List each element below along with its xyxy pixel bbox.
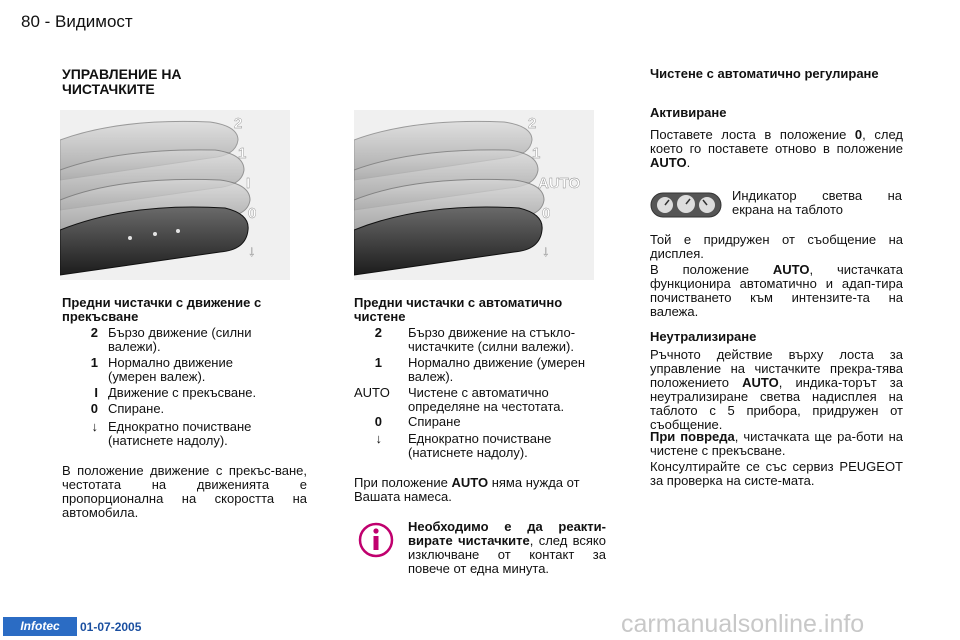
col3-paragraph-5 <box>650 430 903 458</box>
text-run-bold: 0 <box>854 127 863 142</box>
stalk-label-0: 0 <box>248 205 257 222</box>
item-text: Движение с прекъсване. <box>108 385 257 400</box>
text-run: Поставете лоста в положение <box>650 127 855 142</box>
col3-paragraph-3 <box>650 263 903 319</box>
stalk-label-2: 2 <box>528 115 537 132</box>
text-run: , чистачката ще ра-боти на чистене с прекъсване. <box>650 429 903 458</box>
item-key: ↓ <box>375 431 382 446</box>
info-note <box>408 520 606 576</box>
text-run: , след което го поставете отново в положение <box>650 127 903 156</box>
wiper-stalk-illustration-intermittent <box>60 110 290 280</box>
item-key: 1 <box>90 355 98 370</box>
item-key: ↓ <box>91 419 98 434</box>
col3-heading: Чистене с автоматично регулиране <box>650 66 879 81</box>
col1-paragraph: В положение движение с прекъс-ване, честотата на движенията е пропорционална на скоростта на автомобила. <box>62 463 307 520</box>
footer-date: 01-07-2005 <box>80 620 142 634</box>
item-text: Спиране. <box>108 401 165 416</box>
list-item <box>354 326 609 356</box>
text-run-bold: AUTO <box>742 375 779 390</box>
list-item <box>354 386 609 416</box>
list-item <box>354 356 609 386</box>
text-run: Ръчното действие върху лоста за управление на чистачките прекра-тява положението <box>650 347 903 390</box>
item-key: 2 <box>374 325 382 340</box>
stalk-label-1: 1 <box>238 145 247 162</box>
item-text: Нормално движение (умерен валеж). <box>408 355 586 384</box>
item-text: Нормално движение (умерен валеж). <box>108 355 233 384</box>
list-item <box>62 326 312 356</box>
infotec-logo: Infotec <box>3 617 77 636</box>
item-text: Спиране <box>408 414 461 429</box>
watermark: carmanualsonline.info <box>621 610 865 638</box>
text-run-bold: AUTO <box>650 155 687 170</box>
list-item <box>62 402 312 420</box>
note-bold: Необходимо е да реакти-вирате чистачките <box>408 519 606 548</box>
text-run: В положение <box>650 262 773 277</box>
item-key: 0 <box>374 414 382 429</box>
text-run: . <box>686 155 691 170</box>
col2-heading: Предни чистачки с автоматично чистене <box>354 295 563 324</box>
text-run: , индика-торът за неутрализиране светва надисплея на таблото с 5 прибора, придружен от съобщение. <box>650 375 903 432</box>
item-key: 0 <box>90 401 98 416</box>
text-run: При положение <box>354 475 452 490</box>
col2-paragraph <box>354 476 606 504</box>
text-run-bold: AUTO <box>451 475 489 490</box>
item-text: Бързо движение на стъкло-чистачките (силни валежи). <box>408 325 576 354</box>
info-icon <box>358 520 394 560</box>
list-item <box>62 356 312 386</box>
subheading-neutralization: Неутрализиране <box>650 329 757 344</box>
stalk-label-down: ↓ <box>248 243 256 260</box>
item-text: Еднократно почистване (натиснете надолу). <box>408 431 552 460</box>
item-key: 1 <box>374 355 382 370</box>
item-key: AUTO <box>354 385 390 400</box>
text-run-bold: При повреда <box>650 429 735 444</box>
instrument-cluster-icon <box>650 190 722 220</box>
text-run: , чистачката функционира автоматично и адап-тира почистването към интензите-та на валежа. <box>650 262 903 319</box>
indicator-text: Индикатор светва на екрана на таблото <box>732 188 902 217</box>
subheading-activation: Активиране <box>650 105 727 120</box>
item-key: 2 <box>90 325 98 340</box>
stalk-label-auto: AUTO <box>538 175 581 192</box>
page-header: 80 - Видимост <box>21 12 133 31</box>
text-run: няма нужда от Вашата намеса. <box>354 475 580 504</box>
col3-paragraph-6: Консултирайте се със сервиз PEUGEOT за проверка на систе-мата. <box>650 459 903 488</box>
text-run-bold: AUTO <box>772 262 810 277</box>
item-text: Бързо движение (силни валежи). <box>108 325 252 354</box>
stalk-label-2: 2 <box>234 115 243 132</box>
col3-paragraph-4 <box>650 348 903 432</box>
item-text: Чистене с автоматично определяне на честотата. <box>408 385 565 414</box>
col3-paragraph-2: Той е придружен от съобщение на дисплея. <box>650 232 903 261</box>
wiper-stalk-illustration-auto <box>354 110 594 280</box>
note-text: , след всяко изключване от контакт за повече от една минута. <box>408 533 606 576</box>
stalk-label-0: 0 <box>542 205 551 222</box>
list-item <box>62 420 312 450</box>
list-item <box>354 432 609 462</box>
section-title: УПРАВЛЕНИЕ НА ЧИСТАЧКИТЕ <box>62 66 182 97</box>
item-text: Еднократно почистване (натиснете надолу). <box>108 419 252 448</box>
stalk-label-intermittent: I <box>246 175 251 192</box>
item-key: I <box>94 385 98 400</box>
stalk-label-down: ↓ <box>542 243 550 260</box>
col3-paragraph-1 <box>650 128 903 170</box>
stalk-label-1: 1 <box>532 145 541 162</box>
col1-heading: Предни чистачки с движение с прекъсване <box>62 295 262 324</box>
